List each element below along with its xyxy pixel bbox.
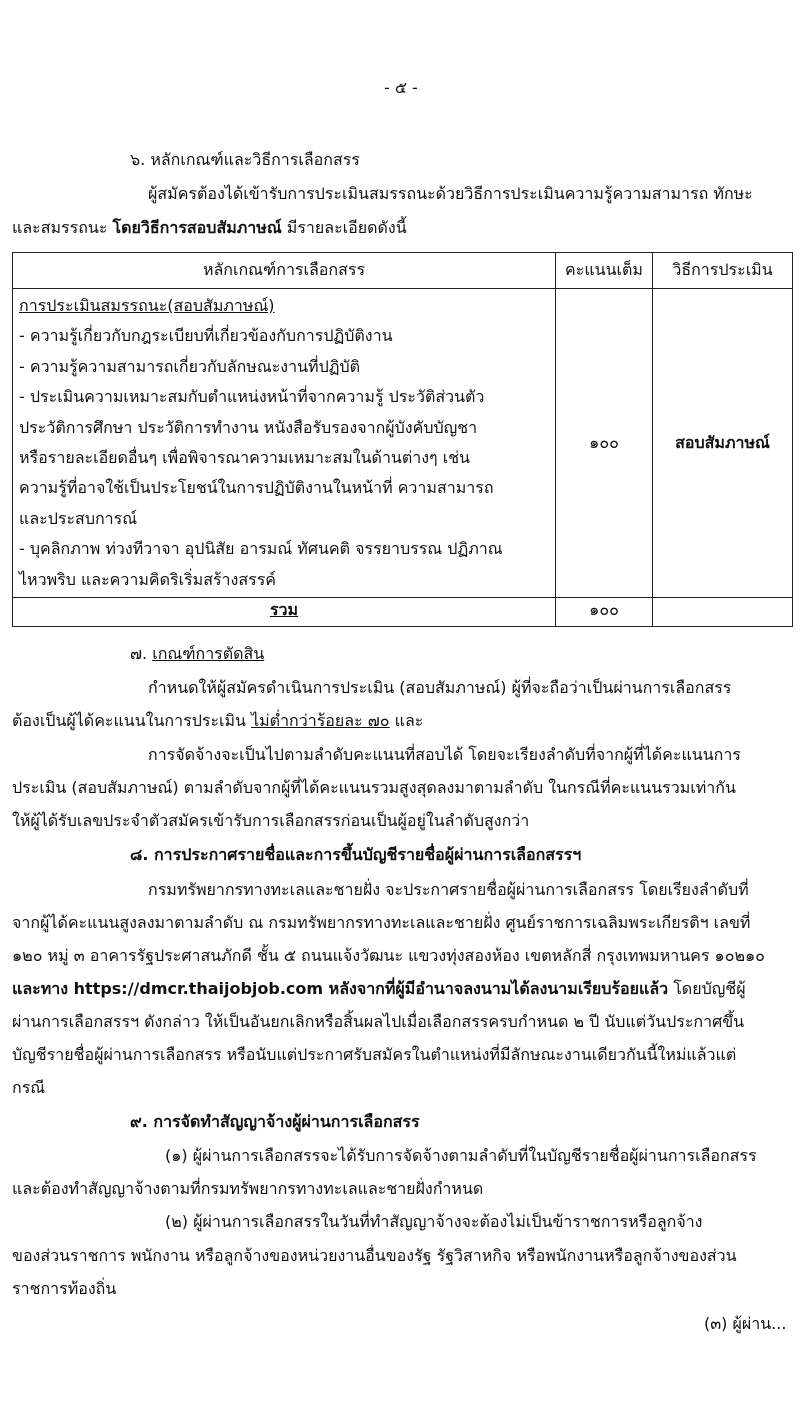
criteria-line: ความรู้ที่อาจใช้เป็นประโยชน์ในการปฏิบัติงานในหน้าที่ ความสามารถ <box>19 478 494 498</box>
total-label: รวม <box>269 600 299 620</box>
criteria-line: - บุคลิกภาพ ท่วงทีวาจา อุปนิสัย อารมณ์ ทัศนคติ จรรยาบรรณ ปฏิภาณ <box>19 539 503 559</box>
total-label-cell <box>13 598 556 627</box>
method-cell: สอบสัมภาษณ์ <box>653 289 793 598</box>
section8-announcement-bold: และทาง https://dmcr.thaijobjob.com หลังจากที่ผู้มีอำนาจลงนามได้ลงนามเรียบร้อยแล้ว <box>12 979 669 998</box>
section7-p2-line2: ประเมิน (สอบสัมภาษณ์) ตามลำดับจากผู้ที่ได้คะแนนรวมสูงสุดลงมาตามลำดับ ในกรณีที่คะแนนรวมเท่ากัน <box>12 778 736 797</box>
criteria-table <box>12 252 793 627</box>
criteria-cell <box>13 289 556 598</box>
section7-p1-line2 <box>12 709 423 733</box>
section7-p2-line3: ให้ผู้ได้รับเลขประจำตัวสมัครเข้ารับการเลือกสรรก่อนเป็นผู้อยู่ในลำดับสูงกว่า <box>12 811 530 830</box>
criteria-title: การประเมินสมรรถนะ(สอบสัมภาษณ์) <box>19 296 275 315</box>
total-score-cell: ๑๐๐ <box>556 598 653 627</box>
section7-heading <box>130 642 264 666</box>
section9-item1-line2: และต้องทำสัญญาจ้างตามที่กรมทรัพยากรทางทะเลและชายฝั่งกำหนด <box>12 1179 484 1198</box>
section8-line4-rest: โดยบัญชีผู้ <box>673 979 746 998</box>
total-row <box>13 598 793 627</box>
score-cell: ๑๐๐ <box>556 289 653 598</box>
section9-heading-text: การจัดทำสัญญาจ้างผู้ผ่านการเลือกสรร <box>153 1112 420 1131</box>
section8-line3: ๑๒๐ หมู่ ๓ อาคารรัฐประศาสนภักดี ชั้น ๕ ถนนแจ้งวัฒนะ แขวงทุ่งสองห้อง เขตหลักสี่ กรุงเทพมหานคร ๑๐๒๑๐ <box>12 946 765 965</box>
section7-heading-text: เกณฑ์การตัดสิน <box>152 644 265 663</box>
section8-line2: จากผู้ได้คะแนนสูงลงมาตามลำดับ ณ กรมทรัพยากรทางทะเลและชายฝั่ง ศูนย์ราชการเฉลิมพระเกียรติฯ เลขที่ <box>12 913 751 932</box>
section7-threshold: ไม่ต่ำกว่าร้อยละ ๗๐ <box>251 711 390 730</box>
section8-line1: กรมทรัพยากรทางทะเลและชายฝั่ง จะประกาศรายชื่อผู้ผ่านการเลือกสรร โดยเรียงลำดับที่ <box>148 880 749 899</box>
section6-method-bold: โดยวิธีการสอบสัมภาษณ์ <box>112 218 282 237</box>
total-empty-cell <box>653 598 793 627</box>
section7-p1-line1: กำหนดให้ผู้สมัครดำเนินการประเมิน (สอบสัมภาษณ์) ผู้ที่จะถือว่าเป็นผ่านการเลือกสรร <box>148 678 732 697</box>
criteria-line: หรือรายละเอียดอื่นๆ เพื่อพิจารณาความเหมาะสมในด้านต่างๆ เช่น <box>19 448 470 468</box>
continuation-text: (๓) ผู้ผ่าน... <box>704 1314 787 1333</box>
header-full-score: คะแนนเต็ม <box>556 253 653 289</box>
header-criteria: หลักเกณฑ์การเลือกสรร <box>13 253 556 289</box>
section6-para-line2 <box>12 216 407 240</box>
section7-heading-num: ๗. <box>130 644 148 663</box>
section8-heading: ๘. การประกาศรายชื่อและการขึ้นบัญชีรายชื่อผู้ผ่านการเลือกสรรฯ <box>130 845 582 864</box>
criteria-line: และประสบการณ์ <box>19 508 138 528</box>
section9-item2-line2: ของส่วนราชการ พนักงาน หรือลูกจ้างของหน่วยงานอื่นของรัฐ รัฐวิสาหกิจ หรือพนักงานหรือลูกจ้างของส่วน <box>12 1246 737 1265</box>
section9-item2-line1: (๒) ผู้ผ่านการเลือกสรรในวันที่ทำสัญญาจ้างจะต้องไม่เป็นข้าราชการหรือลูกจ้าง <box>165 1212 703 1231</box>
section7-p2-line1: การจัดจ้างจะเป็นไปตามลำดับคะแนนที่สอบได้ โดยจะเรียงลำดับที่จากผู้ที่ได้คะแนนการ <box>148 745 741 764</box>
section6-heading: ๖. หลักเกณฑ์และวิธีการเลือกสรร <box>130 150 360 169</box>
table-header-row <box>13 253 793 289</box>
section8-line6: บัญชีรายชื่อผู้ผ่านการเลือกสรร หรือนับแต่ประกาศรับสมัครในตำแหน่งที่มีลักษณะงานเดียวกันนี้ใหม่แล้วแต่ <box>12 1045 737 1064</box>
section9-item2-line3: ราชการท้องถิ่น <box>12 1279 117 1298</box>
section6-para-line2-c: มีรายละเอียดดังนี้ <box>286 218 407 237</box>
criteria-line: - ความรู้ความสามารถเกี่ยวกับลักษณะงานที่ปฏิบัติ <box>19 356 361 376</box>
section6-para-line2-a: และสมรรถนะ <box>12 218 108 237</box>
section8-line4 <box>12 977 746 1001</box>
section7-p1-line2-a: ต้องเป็นผู้ได้คะแนนในการประเมิน <box>12 711 246 730</box>
page-number: - ๕ - <box>384 78 418 97</box>
section7-p1-line2-c: และ <box>394 711 424 730</box>
section9-heading-num: ๙. <box>130 1112 148 1131</box>
section9-item1-line1: (๑) ผู้ผ่านการเลือกสรรจะได้รับการจัดจ้างตามลำดับที่ในบัญชีรายชื่อผู้ผ่านการเลือกสรร <box>165 1146 757 1165</box>
criteria-line: - ประเมินความเหมาะสมกับตำแหน่งหน้าที่จากความรู้ ประวัติส่วนตัว <box>19 387 485 407</box>
criteria-line: ไหวพริบ และความคิดริเริ่มสร้างสรรค์ <box>19 569 276 589</box>
criteria-line: - ความรู้เกี่ยวกับกฎระเบียบที่เกี่ยวข้องกับการปฏิบัติงาน <box>19 326 393 346</box>
section8-line7: กรณี <box>12 1078 46 1097</box>
section9-heading <box>130 1110 420 1134</box>
criteria-line: ประวัติการศึกษา ประวัติการทำงาน หนังสือรับรองจากผู้บังคับบัญชา <box>19 417 478 437</box>
header-method: วิธีการประเมิน <box>653 253 793 289</box>
section6-para-line1: ผู้สมัครต้องได้เข้ารับการประเมินสมรรถนะด้วยวิธีการประเมินความรู้ความสามารถ ทักษะ <box>148 184 753 203</box>
section8-line5: ผ่านการเลือกสรรฯ ดังกล่าว ให้เป็นอันยกเลิกหรือสิ้นผลไปเมื่อเลือกสรรครบกำหนด ๒ ปี นับแต่วันประกาศขึ้น <box>12 1012 745 1031</box>
table-row <box>13 289 793 598</box>
